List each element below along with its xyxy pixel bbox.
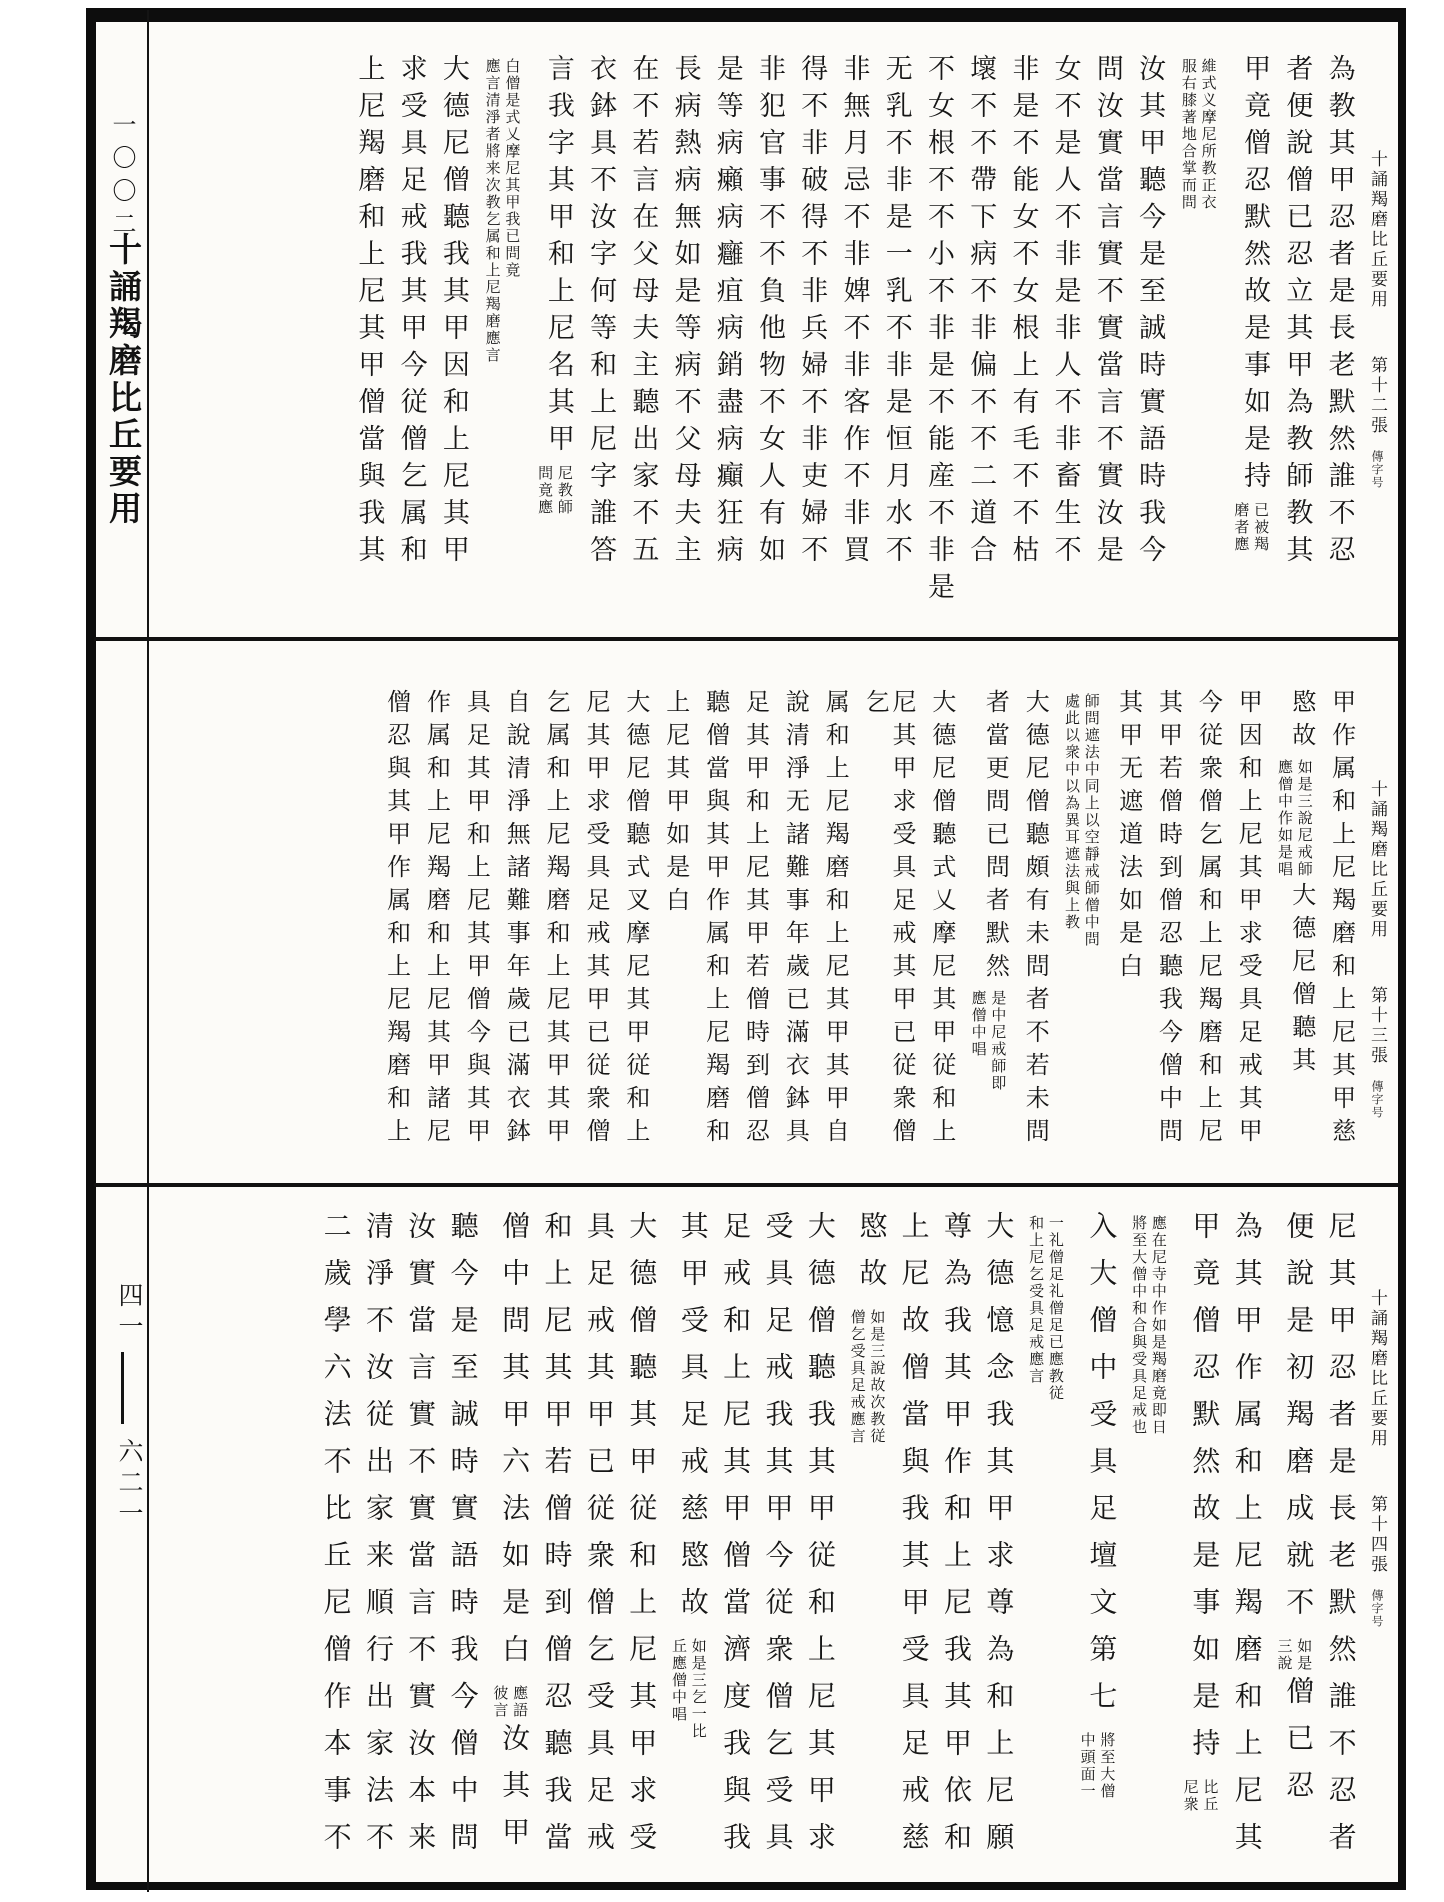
note-subcolumn: 如是三說尼戒師 bbox=[1295, 759, 1312, 878]
column-text: 僧忍與其甲作属和上尼羯磨和上 bbox=[382, 689, 409, 1151]
column-text: 在不若言在父母夫主聽出家不五 bbox=[628, 54, 659, 572]
interlinear-note bbox=[1273, 1638, 1314, 1672]
column-text: 非犯官事不不負他物不女人有如 bbox=[755, 54, 786, 572]
block-3-column-7 bbox=[1024, 1189, 1065, 1888]
note-subcolumn: 應僧中作如是唱 bbox=[1275, 759, 1292, 878]
note-subcolumn: 磨者應 bbox=[1232, 502, 1249, 553]
column-text: 受具足戒我其甲今従衆僧乞受具 bbox=[761, 1211, 793, 1869]
note-subcolumn: 應言清淨者將来次教乞属和上尼羯磨應言 bbox=[483, 58, 500, 364]
interlinear-note bbox=[1060, 693, 1101, 948]
gutter-sheet-number: 第十三張 bbox=[1368, 986, 1387, 1066]
note-subcolumn: 將至大僧 bbox=[1098, 1732, 1115, 1800]
interlinear-note bbox=[1127, 1215, 1168, 1436]
block-3-column-14 bbox=[719, 1189, 750, 1888]
column-text: 聽僧當與其甲作属和上尼羯磨和 bbox=[701, 689, 728, 1151]
column-text: 其甲受具足戒慈愍故 bbox=[676, 1211, 708, 1634]
block-1-column-2 bbox=[1282, 22, 1312, 635]
column-text: 者便說僧已忍立其甲為教師教其 bbox=[1282, 54, 1313, 572]
block-2-column-11 bbox=[860, 645, 914, 1181]
column-text: 上尼其甲如是白 bbox=[661, 689, 688, 920]
column-text: 尼其甲忍者是長老默然誰不忍者 bbox=[1324, 1211, 1356, 1869]
gutter-label: 傳字号 bbox=[1370, 1080, 1384, 1119]
block-2-gutter bbox=[1367, 645, 1387, 1181]
column-text: 問汝實當言實不實當言不實汝是 bbox=[1092, 54, 1123, 572]
block-2-column-6 bbox=[1114, 645, 1141, 1181]
block-1-column-21 bbox=[439, 22, 469, 635]
note-subcolumn: 中頭面一 bbox=[1078, 1732, 1095, 1800]
block-1 bbox=[150, 22, 1396, 635]
block-1-column-22 bbox=[396, 22, 426, 635]
block-3-column-20 bbox=[446, 1189, 477, 1888]
column-text: 入大僧中受具足壇文第七 bbox=[1085, 1211, 1117, 1728]
block-1-column-16 bbox=[670, 22, 700, 635]
interlinear-note bbox=[1076, 1732, 1117, 1800]
block-1-column-20 bbox=[481, 22, 522, 635]
block-1-column-6 bbox=[1093, 22, 1123, 635]
column-text: 甲竟僧忍默然故是事如是持 bbox=[1188, 1211, 1220, 1775]
note-subcolumn: 如是三說故次教従 bbox=[868, 1309, 885, 1445]
column-text: 得不非破得不非兵婦不非吏婦不 bbox=[797, 54, 828, 572]
column-text: 其甲无遮道法如是白 bbox=[1114, 689, 1141, 986]
column-text: 足其甲和上尼其甲若僧時到僧忍 bbox=[741, 689, 768, 1151]
column-text: 是等病癩病癰疽病銷盡病癲狂病 bbox=[712, 54, 743, 572]
interlinear-note bbox=[489, 1685, 530, 1719]
block-1-column-15 bbox=[713, 22, 743, 635]
column-text: 无乳不非是一乳不非是恒月水不 bbox=[881, 54, 912, 572]
column-text: 二歲學六法不比丘尼僧作本事不 bbox=[319, 1211, 351, 1869]
column-text: 尼其甲求受具足戒其甲已従衆僧乞 bbox=[861, 689, 914, 1151]
column-text: 大德尼僧聽我其甲因和上尼其甲 bbox=[438, 54, 469, 572]
column-text: 乞属和上尼羯磨和上尼其甲其甲 bbox=[542, 689, 569, 1151]
column-text: 属和上尼羯磨和上尼其甲其甲自 bbox=[821, 689, 848, 1151]
column-text: 和上尼其甲若僧時到僧忍聽我當 bbox=[540, 1211, 572, 1869]
block-2-column-2 bbox=[1273, 645, 1314, 1181]
interlinear-note bbox=[1177, 58, 1218, 211]
column-text: 具足其甲和上尼其甲僧今與其甲 bbox=[462, 689, 489, 1151]
block-2-column-13 bbox=[780, 645, 807, 1181]
note-subcolumn: 如是三乞一比 bbox=[689, 1638, 706, 1740]
note-subcolumn: 比丘 bbox=[1201, 1779, 1218, 1813]
column-text: 非無月忌不非婢不非客作不非買 bbox=[839, 54, 870, 572]
interlinear-note bbox=[667, 1638, 708, 1740]
block-3-column-22 bbox=[362, 1189, 393, 1888]
block-3-column-4 bbox=[1179, 1189, 1220, 1888]
block-3-column-23 bbox=[319, 1189, 350, 1888]
note-subcolumn: 處此以衆中以為異耳遮法與上教 bbox=[1062, 693, 1079, 931]
note-subcolumn: 和上尼乞受具足戒應言 bbox=[1027, 1215, 1044, 1385]
block-2-columns bbox=[150, 645, 1396, 1181]
column-text: 言我字其甲和上尼名其甲 bbox=[543, 54, 574, 461]
gutter-title: 十誦羯磨比丘要用 bbox=[1368, 150, 1387, 310]
block-2-column-9 bbox=[967, 645, 1008, 1181]
block-1-columns bbox=[150, 22, 1396, 635]
block-3-column-11 bbox=[846, 1189, 887, 1888]
block-1-column-19 bbox=[533, 22, 574, 635]
note-subcolumn: 是中尼戒師即 bbox=[989, 990, 1006, 1092]
block-1-column-9 bbox=[966, 22, 996, 635]
block-2-column-23 bbox=[382, 645, 409, 1181]
note-subcolumn: 服右膝著地合掌而問 bbox=[1179, 58, 1196, 211]
block-1-column-3 bbox=[1230, 22, 1271, 635]
column-text: 聽今是至誠時實語時我今僧中問 bbox=[446, 1211, 478, 1869]
block-3-column-1 bbox=[1324, 1189, 1355, 1888]
column-text: 非是不能女不女根上有毛不不枯 bbox=[1008, 54, 1039, 572]
block-3-gutter bbox=[1367, 1189, 1387, 1888]
column-text: 今従衆僧乞属和上尼羯磨和上尼 bbox=[1194, 689, 1221, 1151]
note-subcolumn: 丘應僧中唱 bbox=[669, 1638, 686, 1723]
volume-title: 十誦羯磨比丘要用 bbox=[104, 232, 140, 528]
block-3-column-6 bbox=[1076, 1189, 1117, 1888]
note-subcolumn: 應僧中唱 bbox=[969, 990, 986, 1058]
note-subcolumn: 如是 bbox=[1295, 1638, 1312, 1672]
column-text: 汝其甲 bbox=[498, 1723, 530, 1864]
block-divider-2 bbox=[94, 1183, 1400, 1187]
block-1-gutter bbox=[1367, 22, 1387, 635]
column-text: 長病熱病無如是等病不父母夫主 bbox=[670, 54, 701, 572]
column-text: 大德僧聽其甲従和上尼其甲求受 bbox=[625, 1211, 657, 1869]
column-text: 尼其甲求受具足戒其甲已従衆僧 bbox=[581, 689, 608, 1151]
note-subcolumn: 一礼僧足礼僧足已應教従 bbox=[1046, 1215, 1063, 1402]
block-2-column-10 bbox=[927, 645, 954, 1181]
column-text: 說清淨无諸難事年歲已滿衣鉢具 bbox=[781, 689, 808, 1151]
note-subcolumn: 彼言 bbox=[491, 1685, 508, 1719]
folio-number-top: 四一 bbox=[115, 1282, 142, 1344]
column-text: 上尼羯磨和上尼其甲僧當與我其 bbox=[354, 54, 385, 572]
block-2-column-12 bbox=[820, 645, 847, 1181]
column-text: 僧已忍 bbox=[1282, 1676, 1314, 1817]
block-2-column-5 bbox=[1154, 645, 1181, 1181]
block-2-column-7 bbox=[1060, 645, 1101, 1181]
interlinear-note bbox=[1273, 759, 1314, 878]
column-text: 上尼故僧當與我其甲受具足戒慈 bbox=[897, 1211, 929, 1869]
block-2-column-21 bbox=[461, 645, 488, 1181]
interlinear-note bbox=[967, 990, 1008, 1092]
block-3-column-12 bbox=[803, 1189, 834, 1888]
column-text: 作属和上尼羯磨和上尼其甲諸尼 bbox=[422, 689, 449, 1151]
block-2-column-19 bbox=[541, 645, 568, 1181]
block-3-column-15 bbox=[667, 1189, 708, 1888]
column-text: 壞不不帶下病不非偏不不二道合 bbox=[966, 54, 997, 572]
note-subcolumn: 僧乞受具足戒應言 bbox=[848, 1309, 865, 1445]
block-1-column-10 bbox=[924, 22, 954, 635]
column-text: 其甲若僧時到僧忍聽我今僧中問 bbox=[1154, 689, 1181, 1151]
interlinear-note bbox=[533, 465, 574, 516]
column-text: 大德尼僧聽頗有未問者不若未問 bbox=[1021, 689, 1048, 1151]
note-subcolumn: 尼教師 bbox=[555, 465, 572, 516]
note-subcolumn: 白僧是式乂摩尼其甲我已問竟 bbox=[503, 58, 520, 279]
block-3-column-16 bbox=[625, 1189, 656, 1888]
column-text: 尊為我其甲作和上尼我其甲依和 bbox=[940, 1211, 972, 1869]
block-1-column-14 bbox=[755, 22, 785, 635]
block-2-column-22 bbox=[422, 645, 449, 1181]
gutter-sheet-number: 第十二張 bbox=[1368, 356, 1387, 436]
block-3-column-18 bbox=[540, 1189, 571, 1888]
block-3-column-10 bbox=[897, 1189, 928, 1888]
block-1-column-23 bbox=[354, 22, 384, 635]
note-subcolumn: 應語 bbox=[511, 1685, 528, 1719]
column-text: 汝其甲聽今是至誠時實語時我今 bbox=[1135, 54, 1166, 572]
block-2-column-8 bbox=[1020, 645, 1047, 1181]
block-3-column-13 bbox=[761, 1189, 792, 1888]
column-text: 甲竟僧忍默然故是事如是持 bbox=[1240, 54, 1271, 498]
column-text: 大德尼僧聽式乂摩尼其甲従和上 bbox=[927, 689, 954, 1151]
gutter-title: 十誦羯磨比丘要用 bbox=[1368, 780, 1387, 940]
interlinear-note bbox=[481, 58, 522, 364]
serial-number: 一〇〇二 bbox=[108, 112, 134, 244]
column-text: 僧中問其甲六法如是白 bbox=[498, 1211, 530, 1681]
block-2-column-17 bbox=[621, 645, 648, 1181]
block-1-column-18 bbox=[586, 22, 616, 635]
note-subcolumn: 維式义摩尼所教正衣 bbox=[1199, 58, 1216, 211]
column-text: 愍故 bbox=[855, 1211, 887, 1305]
interlinear-note bbox=[1024, 1215, 1065, 1402]
block-3-column-3 bbox=[1230, 1189, 1261, 1888]
block-1-column-8 bbox=[1008, 22, 1038, 635]
note-subcolumn: 師問遮法中同上以空靜戒師僧中問 bbox=[1082, 693, 1099, 948]
column-text: 為其甲作属和上尼羯磨和上尼其 bbox=[1230, 1211, 1262, 1869]
block-2-column-18 bbox=[581, 645, 608, 1181]
column-text: 大德尼僧聽其 bbox=[1287, 882, 1314, 1080]
interlinear-note bbox=[1179, 1779, 1220, 1813]
column-text: 求受具足戒我其甲今従僧乞属和 bbox=[396, 54, 427, 572]
block-1-column-12 bbox=[839, 22, 869, 635]
block-3-column-17 bbox=[583, 1189, 614, 1888]
column-text: 愍故 bbox=[1287, 689, 1314, 755]
block-2-column-1 bbox=[1327, 645, 1354, 1181]
folio-number-bottom: 六二一 bbox=[115, 1438, 142, 1531]
block-3-column-8 bbox=[982, 1189, 1013, 1888]
note-subcolumn: 應在尼寺中作如是羯磨竟即日 bbox=[1149, 1215, 1166, 1436]
block-2 bbox=[150, 645, 1396, 1181]
block-1-column-17 bbox=[628, 22, 658, 635]
block-3-column-21 bbox=[404, 1189, 435, 1888]
column-text: 便說是初羯磨成就不 bbox=[1282, 1211, 1314, 1634]
interlinear-note bbox=[1230, 502, 1271, 553]
block-3-column-9 bbox=[940, 1189, 971, 1888]
block-2-column-15 bbox=[701, 645, 728, 1181]
column-text: 甲作属和上尼羯磨和上尼其甲慈 bbox=[1327, 689, 1354, 1151]
note-subcolumn: 問竟應 bbox=[536, 465, 553, 516]
gutter-label: 傳字号 bbox=[1370, 1589, 1384, 1628]
block-1-column-13 bbox=[797, 22, 827, 635]
note-subcolumn: 已被羯 bbox=[1252, 502, 1269, 553]
block-3-column-19 bbox=[489, 1189, 530, 1888]
column-text: 為教其甲忍者是長老默然誰不忍 bbox=[1324, 54, 1355, 572]
column-text: 汝實當言實不實當言不實汝本来 bbox=[404, 1211, 436, 1869]
block-3-columns bbox=[150, 1189, 1396, 1888]
block-1-column-1 bbox=[1324, 22, 1354, 635]
block-2-column-14 bbox=[741, 645, 768, 1181]
folio-dash bbox=[121, 1352, 124, 1424]
column-text: 自說清淨無諸難事年歲已滿衣鉢 bbox=[502, 689, 529, 1151]
note-subcolumn: 尼衆 bbox=[1181, 1779, 1198, 1813]
block-1-column-11 bbox=[882, 22, 912, 635]
block-2-column-16 bbox=[661, 645, 688, 1181]
column-text: 具足戒其甲已従衆僧乞受具足戒 bbox=[582, 1211, 614, 1869]
block-3-column-2 bbox=[1273, 1189, 1314, 1888]
interlinear-note bbox=[846, 1309, 887, 1445]
block-2-column-20 bbox=[501, 645, 528, 1181]
block-divider-1 bbox=[94, 637, 1400, 641]
block-3 bbox=[150, 1189, 1396, 1888]
gutter-label: 傳字号 bbox=[1370, 450, 1384, 489]
note-subcolumn: 三說 bbox=[1275, 1638, 1292, 1672]
column-text: 女不是人不非是非人不非畜生不 bbox=[1050, 54, 1081, 572]
block-3-column-5 bbox=[1127, 1189, 1168, 1888]
column-text: 大德尼僧聽式叉摩尼其甲従和上 bbox=[621, 689, 648, 1151]
column-text: 衣鉢具不汝字何等和上尼字誰答 bbox=[586, 54, 617, 572]
block-1-column-7 bbox=[1050, 22, 1080, 635]
block-1-column-5 bbox=[1135, 22, 1165, 635]
block-2-column-4 bbox=[1193, 645, 1220, 1181]
sidebar-rule bbox=[147, 10, 149, 1892]
column-text: 足戒和上尼其甲僧當濟度我與我 bbox=[719, 1211, 751, 1869]
block-2-column-3 bbox=[1233, 645, 1260, 1181]
column-text: 大德憶念我其甲求尊為和上尼願 bbox=[982, 1211, 1014, 1869]
column-text: 大德僧聽我其甲従和上尼其甲求 bbox=[803, 1211, 835, 1869]
column-text: 清淨不汝従出家来順行出家法不 bbox=[361, 1211, 393, 1869]
block-1-column-4 bbox=[1177, 22, 1218, 635]
column-text: 不女根不不小不非是不能産不非是 bbox=[923, 54, 954, 609]
gutter-title: 十誦羯磨比丘要用 bbox=[1368, 1289, 1387, 1449]
note-subcolumn: 將至大僧中和合與受具足戒也 bbox=[1130, 1215, 1147, 1436]
column-text: 者當更問已問者默然 bbox=[981, 689, 1008, 986]
gutter-sheet-number: 第十四張 bbox=[1368, 1495, 1387, 1575]
column-text: 甲因和上尼其甲求受具足戒其甲 bbox=[1234, 689, 1261, 1151]
